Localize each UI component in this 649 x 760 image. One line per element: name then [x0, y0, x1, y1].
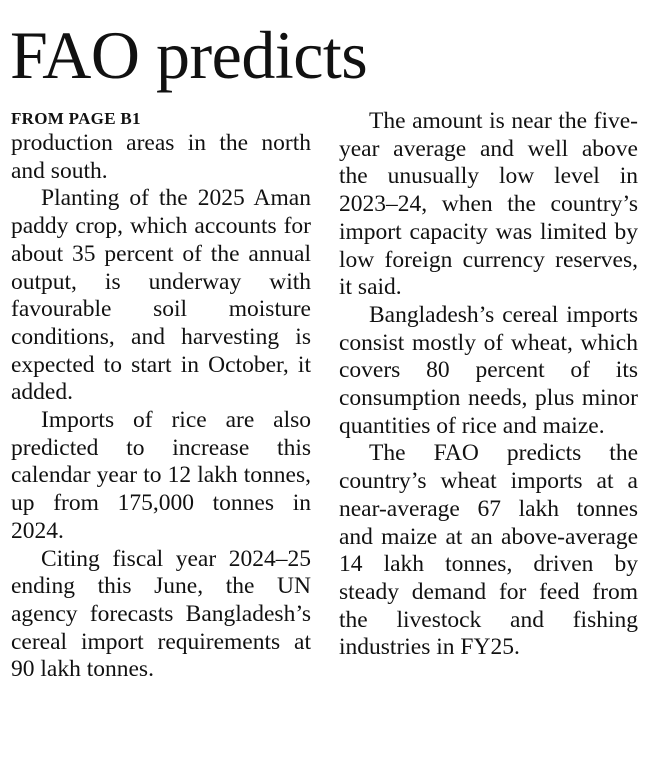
paragraph: Bangladesh’s cereal imports consist mostly of wheat, which covers 80 percent of its consumption needs, plus minor quantities of rice and maize. — [339, 301, 638, 439]
paragraph: Citing fiscal year 2024–25 ending this June, the UN agency forecasts Bangladesh’s cereal import requirements at 90 lakh tonnes. — [11, 545, 311, 683]
paragraph: Planting of the 2025 Aman paddy crop, which accounts for about 35 percent of the annual output, is underway with favourable soil moisture conditions, and harvesting is expected to start in October, it added. — [11, 185, 311, 406]
paragraph: The amount is near the five-year average and well above the unusually low level in 2023–24, when the country’s import capacity was limited by low foreign currency reserves, it said. — [339, 108, 638, 301]
kicker: FROM PAGE B1 — [11, 109, 141, 128]
headline: FAO predicts — [10, 17, 368, 93]
paragraph: The FAO predicts the country’s wheat imports at a near-average 67 lakh tonnes and maize at an above-average 14 lakh tonnes, driven by steady demand for feed from the livestock and fishing industries in FY25. — [339, 440, 638, 661]
paragraph: production areas in the north and south. — [11, 130, 311, 184]
paragraph: Imports of rice are also predicted to increase this calendar year to 12 lakh tonnes, up from 175,000 tonnes in 2024. — [11, 407, 311, 544]
left-column — [11, 108, 311, 684]
right-column — [339, 108, 638, 662]
